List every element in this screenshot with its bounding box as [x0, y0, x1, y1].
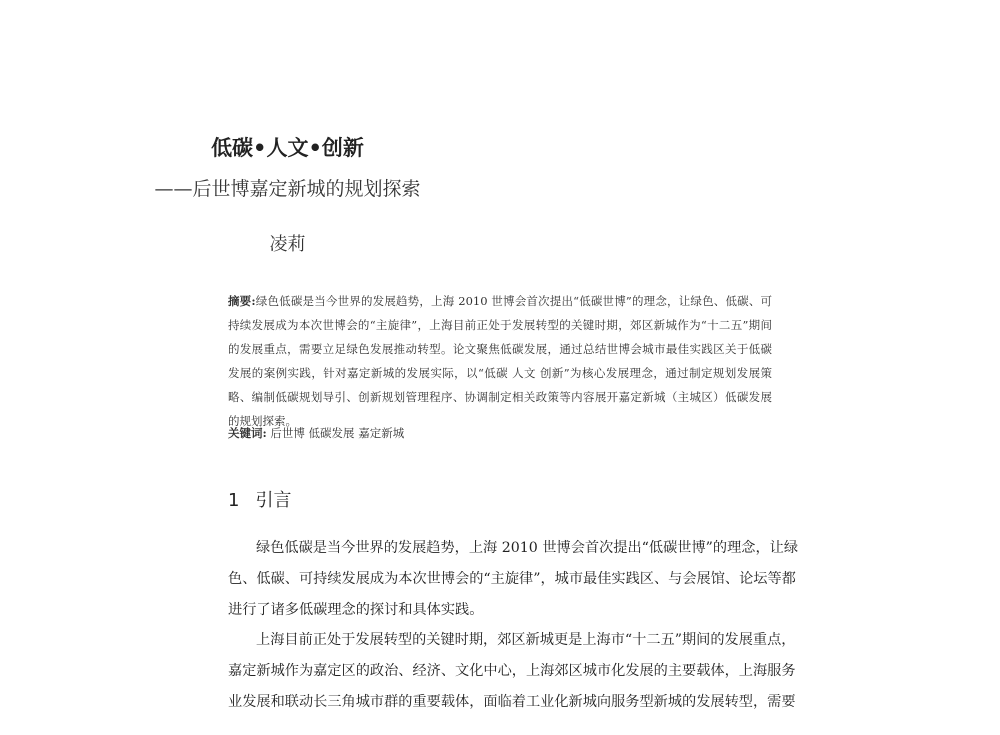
- abstract: [228, 289, 772, 433]
- paragraph-line: 进行了诸多低碳理念的探讨和具体实践。: [228, 601, 484, 618]
- abstract-line: 略、编制低碳规划导引、创新规划管理程序、协调制定相关政策等内容展开嘉定新城（主城区）低碳发展: [228, 390, 772, 404]
- keywords-value: 后世博 低碳发展 嘉定新城: [270, 426, 405, 440]
- abstract-line: 持续发展成为本次世博会的“主旋律”，上海目前正处于发展转型的关键时期，郊区新城作为“十二五”期间: [228, 318, 772, 332]
- section-number: 1: [228, 490, 240, 511]
- keywords-label: 关键词:: [228, 426, 267, 440]
- paragraph-line: 绿色低碳是当今世界的发展趋势，上海 2010 世博会首次提出“低碳世博”的理念，让绿: [256, 540, 799, 556]
- section-heading: [228, 486, 291, 512]
- paragraph-line: 嘉定新城作为嘉定区的政治、经济、文化中心，上海郊区城市化发展的主要载体，上海服务: [228, 663, 796, 680]
- abstract-label: 摘要:: [228, 294, 256, 308]
- paragraph-line: 业发展和联动长三角城市群的重要载体，面临着工业化新城向服务型新城的发展转型，需要: [228, 693, 796, 710]
- author-name: 凌莉: [269, 234, 306, 255]
- keywords: [228, 425, 404, 441]
- paper-subtitle: ——后世博嘉定新城的规划探索: [154, 178, 421, 200]
- abstract-line: 发展的案例实践，针对嘉定新城的发展实际，以“低碳 人文 创新”为核心发展理念，通过制定规划发展策: [228, 366, 772, 380]
- abstract-line: 摘要:绿色低碳是当今世界的发展趋势，上海 2010 世博会首次提出“低碳世博”的理念，让绿色、低碳、可: [228, 294, 772, 308]
- abstract-line: 的规划探索。: [228, 414, 297, 428]
- paragraph-line: 色、低碳、可持续发展成为本次世博会的“主旋律”，城市最佳实践区、与会展馆、论坛等都: [228, 570, 796, 587]
- abstract-line: 的发展重点，需要立足绿色发展推动转型。论文聚焦低碳发展，通过总结世博会城市最佳实践区关于低碳: [228, 342, 772, 356]
- section-title: 引言: [255, 490, 292, 511]
- body-text: [228, 533, 799, 718]
- paper-title: 低碳•人文•创新: [211, 136, 364, 160]
- paragraph-line: 上海目前正处于发展转型的关键时期，郊区新城更是上海市“十二五”期间的发展重点，: [256, 632, 796, 649]
